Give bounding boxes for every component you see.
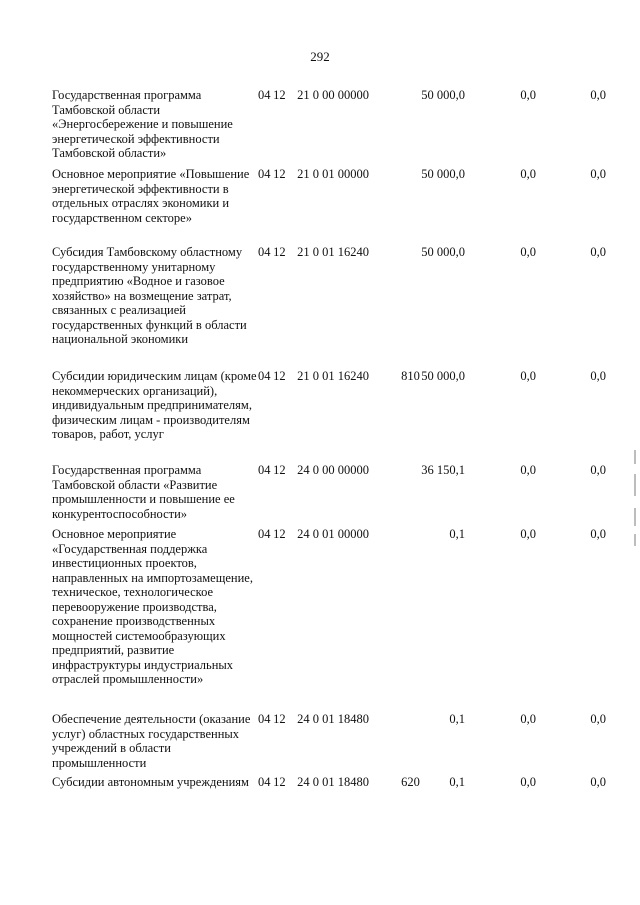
section-code: 04: [258, 167, 271, 181]
row-name: Обеспечение деятельности (оказание услуг) областных государственных учреждений в области промышленности: [52, 712, 251, 770]
row-name: Основное мероприятие «Государственная поддержка инвестиционных проектов, направленных на импортозамещение, техническое, технологическое перевооружение производства, сохранение производственных мощностей системообразующих предприятий, развитие инфраструктуры индустриальных отраслей промышленности»: [52, 527, 253, 686]
target-article-code: 21 0 01 00000: [297, 167, 369, 181]
row-amount: 0,1: [449, 712, 465, 726]
row-name: Государственная программа Тамбовской области «Энергосбережение и повышение энергетической эффективности Тамбовской области»: [52, 88, 233, 160]
row-value-3: 0,0: [590, 463, 606, 477]
section-code: 04: [258, 463, 271, 477]
target-article-code: 21 0 01 16240: [297, 369, 369, 383]
row-value-3: 0,0: [590, 167, 606, 181]
row-code: [258, 463, 401, 478]
row-value-3: 0,0: [590, 775, 606, 789]
section-code: 04: [258, 88, 271, 102]
section-code: 04: [258, 527, 271, 541]
row-name: Субсидии юридическим лицам (кроме некоммерческих организаций), индивидуальным предпринимателям, физическим лицам - производителям товаров, работ, услуг: [52, 369, 257, 441]
row-amount: 0,1: [449, 775, 465, 789]
subsection-code: 12: [273, 712, 286, 726]
row-value-2: 0,0: [520, 775, 536, 789]
target-article-code: 24 0 01 18480: [297, 712, 369, 726]
scan-margin-marks: [634, 450, 638, 550]
row-value-2: 0,0: [520, 369, 536, 383]
row-value-3: 0,0: [590, 527, 606, 541]
page-number: 292: [310, 49, 330, 64]
row-value-3: 0,0: [590, 88, 606, 102]
target-article-code: 21 0 00 00000: [297, 88, 369, 102]
row-name: Субсидии автономным учреждениям: [52, 775, 249, 789]
subsection-code: 12: [273, 245, 286, 259]
row-value-2: 0,0: [520, 245, 536, 259]
subsection-code: 12: [273, 463, 286, 477]
row-code: [258, 712, 401, 727]
target-article-code: 24 0 00 00000: [297, 463, 369, 477]
row-code: [258, 775, 420, 790]
target-article-code: 24 0 01 18480: [297, 775, 369, 789]
row-amount: 36 150,1: [421, 463, 465, 477]
row-value-2: 0,0: [520, 167, 536, 181]
section-code: 04: [258, 775, 271, 789]
row-code: [258, 245, 401, 260]
subsection-code: 12: [273, 369, 286, 383]
section-code: 04: [258, 712, 271, 726]
row-amount: 50 000,0: [421, 167, 465, 181]
subsection-code: 12: [273, 527, 286, 541]
row-value-2: 0,0: [520, 527, 536, 541]
target-article-code: 21 0 01 16240: [297, 245, 369, 259]
row-amount: 50 000,0: [421, 369, 465, 383]
row-code: [258, 369, 420, 384]
row-amount: 0,1: [449, 527, 465, 541]
row-code: [258, 88, 401, 103]
row-name: Основное мероприятие «Повышение энергетической эффективности в отдельных отраслях экономики и государственном секторе»: [52, 167, 250, 225]
subsection-code: 12: [273, 775, 286, 789]
expense-type-code: 620: [401, 775, 420, 789]
row-amount: 50 000,0: [421, 88, 465, 102]
subsection-code: 12: [273, 88, 286, 102]
row-name: Государственная программа Тамбовской области «Развитие промышленности и повышение ее конкурентоспособности»: [52, 463, 235, 521]
row-code: [258, 167, 401, 182]
row-name: Субсидия Тамбовскому областному государственному унитарному предприятию «Водное и газовое хозяйство» на возмещение затрат, связанных с реализацией государственных функций в области национальной экономики: [52, 245, 247, 346]
target-article-code: 24 0 01 00000: [297, 527, 369, 541]
row-value-3: 0,0: [590, 712, 606, 726]
expense-type-code: 810: [401, 369, 420, 383]
section-code: 04: [258, 245, 271, 259]
row-code: [258, 527, 401, 542]
subsection-code: 12: [273, 167, 286, 181]
row-value-3: 0,0: [590, 369, 606, 383]
row-amount: 50 000,0: [421, 245, 465, 259]
row-value-3: 0,0: [590, 245, 606, 259]
section-code: 04: [258, 369, 271, 383]
row-value-2: 0,0: [520, 712, 536, 726]
row-value-2: 0,0: [520, 463, 536, 477]
row-value-2: 0,0: [520, 88, 536, 102]
